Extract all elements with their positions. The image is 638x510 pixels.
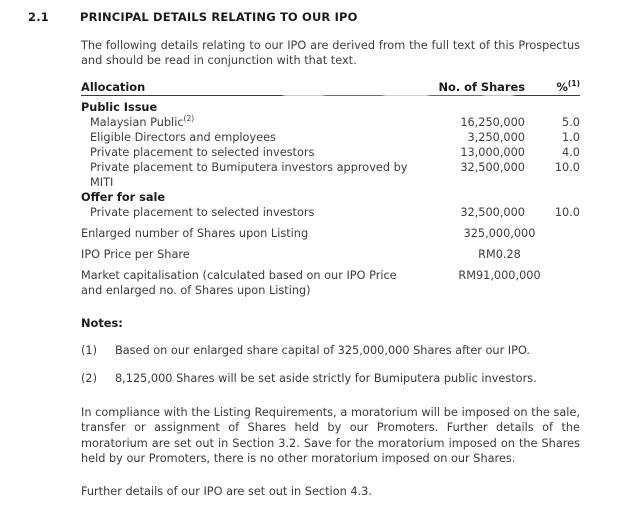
row-label: Offer for sale (81, 191, 165, 204)
row-percent: 10.0 (554, 206, 580, 219)
table-row (81, 205, 580, 220)
table-row (81, 241, 580, 262)
table-header (81, 80, 580, 96)
row-shares: RM0.28 (478, 248, 521, 261)
notes-heading: Notes: (81, 316, 123, 330)
note-marker: (2) (81, 372, 98, 385)
row-label-text: Malaysian Public (90, 116, 184, 129)
row-percent (525, 96, 580, 115)
note-item (81, 371, 580, 386)
table-body (81, 96, 580, 298)
row-shares: 32,500,000 (460, 206, 525, 219)
row-shares (419, 96, 525, 115)
table-row (81, 130, 580, 145)
note-item (81, 343, 580, 358)
further-details-paragraph: Further details of our IPO are set out in Section 4.3. (81, 484, 372, 498)
row-shares: RM91,000,000 (458, 269, 541, 282)
column-header-allocation (81, 80, 419, 96)
column-header-percent-label: % (556, 80, 568, 94)
table-row (81, 190, 580, 205)
page-title: PRINCIPAL DETAILS RELATING TO OUR IPO (80, 10, 358, 24)
row-percent: 10.0 (554, 161, 580, 174)
row-shares: 16,250,000 (460, 116, 525, 129)
moratorium-paragraph: In compliance with the Listing Requirements, a moratorium will be imposed on the sale, transfer or assignment of Shares held by our Promoters. Further details of the moratorium are set out in Section 3.2. Save for the moratorium imposed on the Shares held by our Promoters, there is no other moratorium imposed on our Shares. (81, 406, 580, 466)
row-label: IPO Price per Share (81, 248, 190, 261)
column-header-percent (525, 80, 580, 96)
row-label: Private placement to selected investors (90, 146, 315, 159)
table-row (81, 220, 580, 241)
row-shares (419, 190, 525, 205)
table-row (81, 96, 580, 115)
section-heading (0, 10, 638, 24)
column-header-shares: No. of Shares (438, 80, 525, 94)
row-label (81, 115, 419, 130)
column-header-allocation-label: Allocation (81, 80, 146, 94)
column-header-percent-footnote: (1) (567, 79, 580, 89)
table-row (81, 160, 580, 190)
table-row (81, 145, 580, 160)
row-label-footnote: (2) (183, 114, 195, 124)
row-shares: 3,250,000 (467, 131, 525, 144)
note-text: Based on our enlarged share capital of 325,000,000 Shares after our IPO. (115, 344, 530, 357)
intro-paragraph: The following details relating to our IPO are derived from the full text of this Prospectus and should be read in conjunction with that text. (81, 39, 580, 67)
note-marker: (1) (81, 344, 98, 357)
row-percent: 5.0 (562, 116, 580, 129)
body-column (81, 38, 580, 510)
row-percent (525, 190, 580, 205)
row-label: Private placement to Bumiputera investors approved by MITI (90, 161, 408, 189)
row-shares: 32,500,000 (460, 161, 525, 174)
row-label: Enlarged number of Shares upon Listing (81, 227, 309, 240)
row-label: Market capitalisation (calculated based on our IPO Price and enlarged no. of Shares upon Listing) (81, 269, 397, 297)
ipo-details-table (81, 80, 580, 298)
row-label: Private placement to selected investors (90, 206, 315, 219)
table-header-row (81, 80, 580, 96)
row-shares: 325,000,000 (463, 227, 536, 240)
section-number: 2.1 (28, 10, 49, 24)
row-percent: 4.0 (562, 146, 580, 159)
row-shares: 13,000,000 (460, 146, 525, 159)
note-text: 8,125,000 Shares will be set aside strictly for Bumiputera public investors. (115, 372, 537, 385)
row-label: Eligible Directors and employees (90, 131, 276, 144)
table-row (81, 262, 580, 298)
row-label: Public Issue (81, 101, 158, 114)
row-percent: 1.0 (562, 131, 580, 144)
table-row (81, 115, 580, 130)
